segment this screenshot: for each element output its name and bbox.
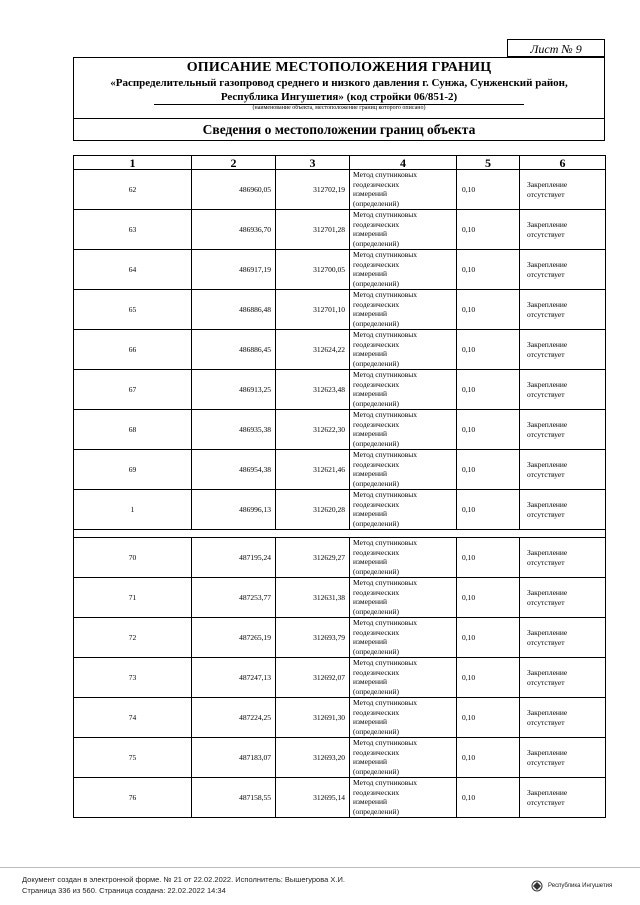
precision-cell: 0,10 <box>457 738 520 778</box>
cell-line: Закрепление <box>527 547 568 557</box>
table-row <box>74 290 606 330</box>
fixing-cell <box>520 698 606 738</box>
cell-line: геодезических <box>353 667 400 677</box>
y-coordinate-cell: 312692,07 <box>276 658 350 698</box>
precision-cell: 0,10 <box>457 370 520 410</box>
method-cell <box>350 778 457 818</box>
method-cell <box>350 210 457 250</box>
cell-line: (определений) <box>353 278 399 288</box>
x-coordinate-cell: 487158,55 <box>192 778 276 818</box>
cell-line: Метод спутниковых <box>353 658 418 667</box>
cell-line: отсутствует <box>527 269 565 279</box>
cell-line: Метод спутниковых <box>353 330 418 339</box>
point-number-cell: 73 <box>74 658 192 698</box>
point-number-cell: 64 <box>74 250 192 290</box>
cell-line: измерений <box>353 509 388 519</box>
method-cell <box>350 450 457 490</box>
cell-line: отсутствует <box>527 677 565 687</box>
footer-document-info: Документ создан в электронной форме. № 21 от 22.02.2022. Исполнитель: Вышегурова Х.И. <box>22 875 345 884</box>
column-header: 5 <box>457 156 520 170</box>
fixing-cell <box>520 410 606 450</box>
cell-line: геодезических <box>353 459 400 469</box>
y-coordinate-cell: 312629,27 <box>276 538 350 578</box>
cell-line: (определений) <box>353 606 399 616</box>
table-row <box>74 538 606 578</box>
cell-line: геодезических <box>353 587 400 597</box>
footer-info <box>22 874 345 896</box>
y-coordinate-cell: 312620,28 <box>276 490 350 530</box>
fixing-cell <box>520 738 606 778</box>
footer-logo-text: Республика Ингушетия <box>548 883 613 889</box>
point-number-cell: 66 <box>74 330 192 370</box>
cell-line: измерений <box>353 717 388 727</box>
section-title: Сведения о местоположении границ объекта <box>73 119 605 141</box>
x-coordinate-cell: 487224,25 <box>192 698 276 738</box>
cell-line: Закрепление <box>527 179 568 189</box>
point-number-cell: 63 <box>74 210 192 250</box>
footer-page-info: Страница 336 из 560. Страница создана: 22.02.2022 14:34 <box>22 886 226 895</box>
cell-line: измерений <box>353 389 388 399</box>
method-cell <box>350 170 457 210</box>
cell-line: Метод спутниковых <box>353 170 418 179</box>
fixing-cell <box>520 618 606 658</box>
fixing-cell <box>520 578 606 618</box>
fixing-cell <box>520 330 606 370</box>
cell-line: (определений) <box>353 518 399 528</box>
fixing-cell <box>520 658 606 698</box>
cell-line: отсутствует <box>527 469 565 479</box>
emblem-icon <box>530 880 544 892</box>
x-coordinate-cell: 487253,77 <box>192 578 276 618</box>
cell-line: измерений <box>353 757 388 767</box>
cell-line: Метод спутниковых <box>353 490 418 499</box>
cell-line: Закрепление <box>527 787 568 797</box>
table-row <box>74 250 606 290</box>
cell-line: геодезических <box>353 707 400 717</box>
cell-line: Метод спутниковых <box>353 290 418 299</box>
column-header: 1 <box>74 156 192 170</box>
precision-cell: 0,10 <box>457 538 520 578</box>
table-row <box>74 170 606 210</box>
method-cell <box>350 370 457 410</box>
table-row <box>74 778 606 818</box>
precision-cell: 0,10 <box>457 778 520 818</box>
cell-line: (определений) <box>353 358 399 368</box>
point-number-cell: 1 <box>74 490 192 530</box>
y-coordinate-cell: 312623,48 <box>276 370 350 410</box>
precision-cell: 0,10 <box>457 410 520 450</box>
cell-line: Закрепление <box>527 419 568 429</box>
cell-line: геодезических <box>353 627 400 637</box>
cell-line: Метод спутниковых <box>353 778 418 787</box>
method-cell <box>350 698 457 738</box>
x-coordinate-cell: 486917,19 <box>192 250 276 290</box>
table-header-row <box>74 156 606 170</box>
cell-line: Метод спутниковых <box>353 738 418 747</box>
cell-line: отсутствует <box>527 717 565 727</box>
x-coordinate-cell: 486936,70 <box>192 210 276 250</box>
object-name-caption: (наименование объекта, местоположение границ которого описано) <box>252 105 426 111</box>
cell-line: Метод спутниковых <box>353 410 418 419</box>
cell-line: отсутствует <box>527 309 565 319</box>
fixing-cell <box>520 170 606 210</box>
y-coordinate-cell: 312700,05 <box>276 250 350 290</box>
precision-cell: 0,10 <box>457 450 520 490</box>
cell-line: измерений <box>353 469 388 479</box>
cell-line: Закрепление <box>527 259 568 269</box>
x-coordinate-cell: 486960,05 <box>192 170 276 210</box>
cell-line: геодезических <box>353 547 400 557</box>
cell-line: измерений <box>353 309 388 319</box>
point-number-cell: 72 <box>74 618 192 658</box>
boundary-coordinates-table <box>73 155 606 818</box>
table-row <box>74 370 606 410</box>
cell-line: геодезических <box>353 299 400 309</box>
cell-line: измерений <box>353 189 388 199</box>
cell-line: Закрепление <box>527 587 568 597</box>
table-row <box>74 210 606 250</box>
y-coordinate-cell: 312693,20 <box>276 738 350 778</box>
cell-line: измерений <box>353 557 388 567</box>
cell-line: отсутствует <box>527 757 565 767</box>
cell-line: Закрепление <box>527 299 568 309</box>
cell-line: Метод спутниковых <box>353 538 418 547</box>
precision-cell: 0,10 <box>457 290 520 330</box>
fixing-cell <box>520 290 606 330</box>
precision-cell: 0,10 <box>457 698 520 738</box>
y-coordinate-cell: 312631,38 <box>276 578 350 618</box>
y-coordinate-cell: 312702,19 <box>276 170 350 210</box>
table-row <box>74 410 606 450</box>
cell-line: отсутствует <box>527 429 565 439</box>
cell-line: геодезических <box>353 179 400 189</box>
cell-line: (определений) <box>353 766 399 776</box>
precision-cell: 0,10 <box>457 578 520 618</box>
cell-line: геодезических <box>353 787 400 797</box>
y-coordinate-cell: 312621,46 <box>276 450 350 490</box>
cell-line: Закрепление <box>527 747 568 757</box>
point-number-cell: 68 <box>74 410 192 450</box>
cell-line: измерений <box>353 349 388 359</box>
precision-cell: 0,10 <box>457 618 520 658</box>
cell-line: (определений) <box>353 238 399 248</box>
cell-line: (определений) <box>353 478 399 488</box>
object-name-line1: «Распределительный газопровод среднего и низкого давления г. Сунжа, Сунженский район, <box>110 77 568 89</box>
cell-line: (определений) <box>353 198 399 208</box>
fixing-cell <box>520 450 606 490</box>
method-cell <box>350 410 457 450</box>
separator-cell <box>74 530 606 538</box>
cell-line: (определений) <box>353 318 399 328</box>
fixing-cell <box>520 250 606 290</box>
cell-line: (определений) <box>353 726 399 736</box>
precision-cell: 0,10 <box>457 330 520 370</box>
footer-logo <box>530 880 612 892</box>
precision-cell: 0,10 <box>457 658 520 698</box>
x-coordinate-cell: 487195,24 <box>192 538 276 578</box>
y-coordinate-cell: 312624,22 <box>276 330 350 370</box>
x-coordinate-cell: 486913,25 <box>192 370 276 410</box>
cell-line: отсутствует <box>527 637 565 647</box>
cell-line: Закрепление <box>527 707 568 717</box>
cell-line: геодезических <box>353 747 400 757</box>
x-coordinate-cell: 487265,19 <box>192 618 276 658</box>
method-cell <box>350 330 457 370</box>
cell-line: (определений) <box>353 646 399 656</box>
document-title: ОПИСАНИЕ МЕСТОПОЛОЖЕНИЯ ГРАНИЦ <box>186 60 492 75</box>
cell-line: Метод спутниковых <box>353 370 418 379</box>
cell-line: отсутствует <box>527 349 565 359</box>
point-number-cell: 65 <box>74 290 192 330</box>
cell-line: Закрепление <box>527 459 568 469</box>
table-row <box>74 698 606 738</box>
method-cell <box>350 290 457 330</box>
point-number-cell: 69 <box>74 450 192 490</box>
cell-line: отсутствует <box>527 229 565 239</box>
cell-line: геодезических <box>353 379 400 389</box>
table-row <box>74 578 606 618</box>
y-coordinate-cell: 312691,30 <box>276 698 350 738</box>
precision-cell: 0,10 <box>457 250 520 290</box>
cell-line: Закрепление <box>527 667 568 677</box>
cell-line: измерений <box>353 597 388 607</box>
cell-line: (определений) <box>353 438 399 448</box>
method-cell <box>350 618 457 658</box>
cell-line: геодезических <box>353 259 400 269</box>
column-header: 3 <box>276 156 350 170</box>
precision-cell: 0,10 <box>457 490 520 530</box>
cell-line: измерений <box>353 797 388 807</box>
x-coordinate-cell: 486996,13 <box>192 490 276 530</box>
column-header: 2 <box>192 156 276 170</box>
cell-line: геодезических <box>353 499 400 509</box>
cell-line: Метод спутниковых <box>353 698 418 707</box>
cell-line: геодезических <box>353 219 400 229</box>
cell-line: Закрепление <box>527 339 568 349</box>
cell-line: (определений) <box>353 566 399 576</box>
x-coordinate-cell: 486935,38 <box>192 410 276 450</box>
method-cell <box>350 738 457 778</box>
object-name-line2: Республика Ингушетия» (код стройки 06/851-2) <box>220 91 458 103</box>
y-coordinate-cell: 312701,28 <box>276 210 350 250</box>
method-cell <box>350 538 457 578</box>
table-row <box>74 490 606 530</box>
cell-line: измерений <box>353 637 388 647</box>
fixing-cell <box>520 778 606 818</box>
column-header: 6 <box>520 156 606 170</box>
point-number-cell: 70 <box>74 538 192 578</box>
cell-line: отсутствует <box>527 797 565 807</box>
group-separator-row <box>74 530 606 538</box>
x-coordinate-cell: 486886,48 <box>192 290 276 330</box>
point-number-cell: 62 <box>74 170 192 210</box>
x-coordinate-cell: 487183,07 <box>192 738 276 778</box>
sheet-number-label: Лист № 9 <box>507 39 605 57</box>
point-number-cell: 75 <box>74 738 192 778</box>
document-header <box>73 57 605 119</box>
cell-line: измерений <box>353 269 388 279</box>
cell-line: измерений <box>353 677 388 687</box>
cell-line: Метод спутниковых <box>353 618 418 627</box>
y-coordinate-cell: 312695,14 <box>276 778 350 818</box>
cell-line: Метод спутниковых <box>353 578 418 587</box>
cell-line: (определений) <box>353 806 399 816</box>
x-coordinate-cell: 487247,13 <box>192 658 276 698</box>
fixing-cell <box>520 370 606 410</box>
point-number-cell: 71 <box>74 578 192 618</box>
column-header: 4 <box>350 156 457 170</box>
y-coordinate-cell: 312701,10 <box>276 290 350 330</box>
table-row <box>74 738 606 778</box>
cell-line: Закрепление <box>527 379 568 389</box>
table-row <box>74 450 606 490</box>
table-row <box>74 330 606 370</box>
point-number-cell: 67 <box>74 370 192 410</box>
cell-line: отсутствует <box>527 189 565 199</box>
fixing-cell <box>520 538 606 578</box>
cell-line: отсутствует <box>527 509 565 519</box>
cell-line: геодезических <box>353 419 400 429</box>
x-coordinate-cell: 486886,45 <box>192 330 276 370</box>
cell-line: измерений <box>353 229 388 239</box>
footer-divider <box>0 867 640 868</box>
cell-line: измерений <box>353 429 388 439</box>
method-cell <box>350 578 457 618</box>
point-number-cell: 76 <box>74 778 192 818</box>
precision-cell: 0,10 <box>457 210 520 250</box>
cell-line: (определений) <box>353 686 399 696</box>
cell-line: Метод спутниковых <box>353 450 418 459</box>
method-cell <box>350 658 457 698</box>
method-cell <box>350 250 457 290</box>
fixing-cell <box>520 490 606 530</box>
cell-line: (определений) <box>353 398 399 408</box>
method-cell <box>350 490 457 530</box>
cell-line: Закрепление <box>527 219 568 229</box>
table-row <box>74 658 606 698</box>
cell-line: Метод спутниковых <box>353 210 418 219</box>
fixing-cell <box>520 210 606 250</box>
cell-line: отсутствует <box>527 597 565 607</box>
cell-line: Закрепление <box>527 627 568 637</box>
precision-cell: 0,10 <box>457 170 520 210</box>
cell-line: геодезических <box>353 339 400 349</box>
x-coordinate-cell: 486954,38 <box>192 450 276 490</box>
table-row <box>74 618 606 658</box>
cell-line: отсутствует <box>527 389 565 399</box>
y-coordinate-cell: 312622,30 <box>276 410 350 450</box>
cell-line: Метод спутниковых <box>353 250 418 259</box>
y-coordinate-cell: 312693,79 <box>276 618 350 658</box>
cell-line: отсутствует <box>527 557 565 567</box>
point-number-cell: 74 <box>74 698 192 738</box>
cell-line: Закрепление <box>527 499 568 509</box>
